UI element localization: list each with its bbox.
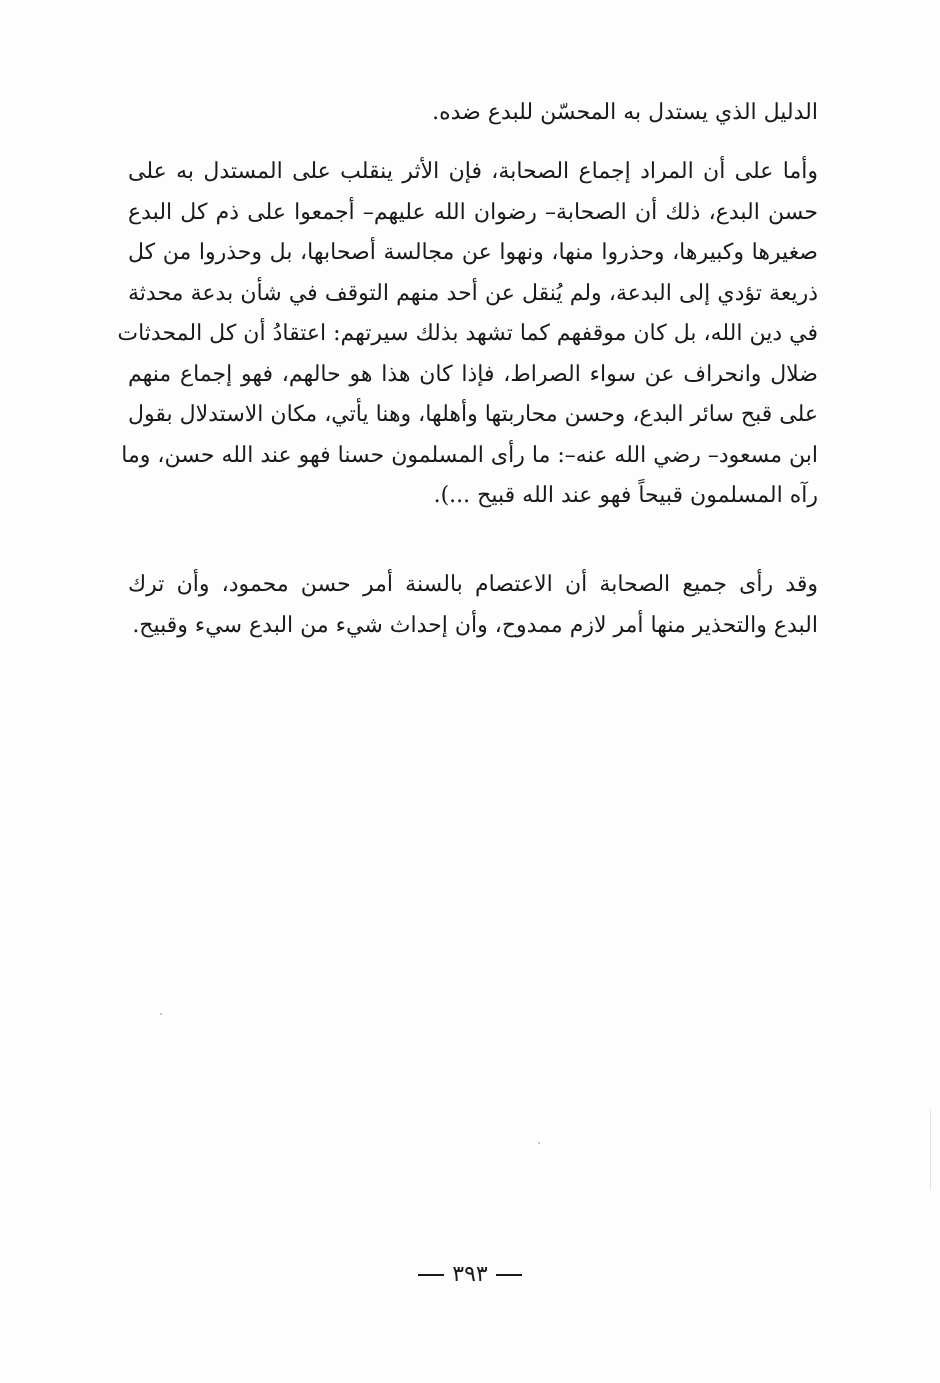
text-line: صغيرها وكبيرها، وحذروا منها، ونهوا عن مجالسة أصحابها، بل وحذروا من كل [128, 240, 818, 265]
text-line: الدليل الذي يستدل به المحسّن للبدع ضده. [432, 100, 818, 125]
text-line: حسن البدع، ذلك أن الصحابة– رضوان الله عليهم– أجمعوا على ذم كل البدع [128, 199, 818, 225]
scan-speck [538, 1142, 540, 1144]
dash-left [496, 1274, 522, 1276]
text-line: ضلال وانحراف عن سواء الصراط، فإذا كان هذا هو حالهم، فهو إجماع منهم [128, 361, 818, 387]
text-line: ذريعة تؤدي إلى البدعة، ولم يُنقل عن أحد منهم التوقف في شأن بدعة محدثة [128, 280, 818, 306]
page-number [0, 1262, 940, 1287]
text-line: وقد رأى جميع الصحابة أن الاعتصام بالسنة أمر حسن محمود، وأن ترك [128, 572, 818, 597]
text-line: وأما على أن المراد إجماع الصحابة، فإن الأثر ينقلب على المستدل به على [128, 159, 818, 184]
text-line: في دين الله، بل كان موقفهم كما تشهد بذلك سيرتهم: اعتقادُ أن كل المحدثات [117, 321, 818, 346]
text-line: البدع والتحذير منها أمر لازم ممدوح، وأن إحداث شيء من البدع سيء وقبيح. [132, 612, 818, 638]
scan-speck [160, 1013, 162, 1015]
text-line: رآه المسلمون قبيحاً فهو عند الله قبيح ...). [433, 483, 818, 508]
text-line: ابن مسعود– رضي الله عنه–: ما رأى المسلمون حسنا فهو عند الله حسن، وما [121, 442, 818, 468]
scan-edge-mark [930, 1110, 931, 1190]
paragraph-2 [117, 152, 818, 517]
paragraph-1 [128, 93, 818, 134]
paragraph-3 [128, 565, 818, 646]
page-number-value: ٣٩٣ [452, 1262, 488, 1287]
text-line: على قبح سائر البدع، وحسن محاربتها وأهلها، وهنا يأتي، مكان الاستدلال بقول [128, 402, 818, 427]
dash-right [418, 1274, 444, 1276]
